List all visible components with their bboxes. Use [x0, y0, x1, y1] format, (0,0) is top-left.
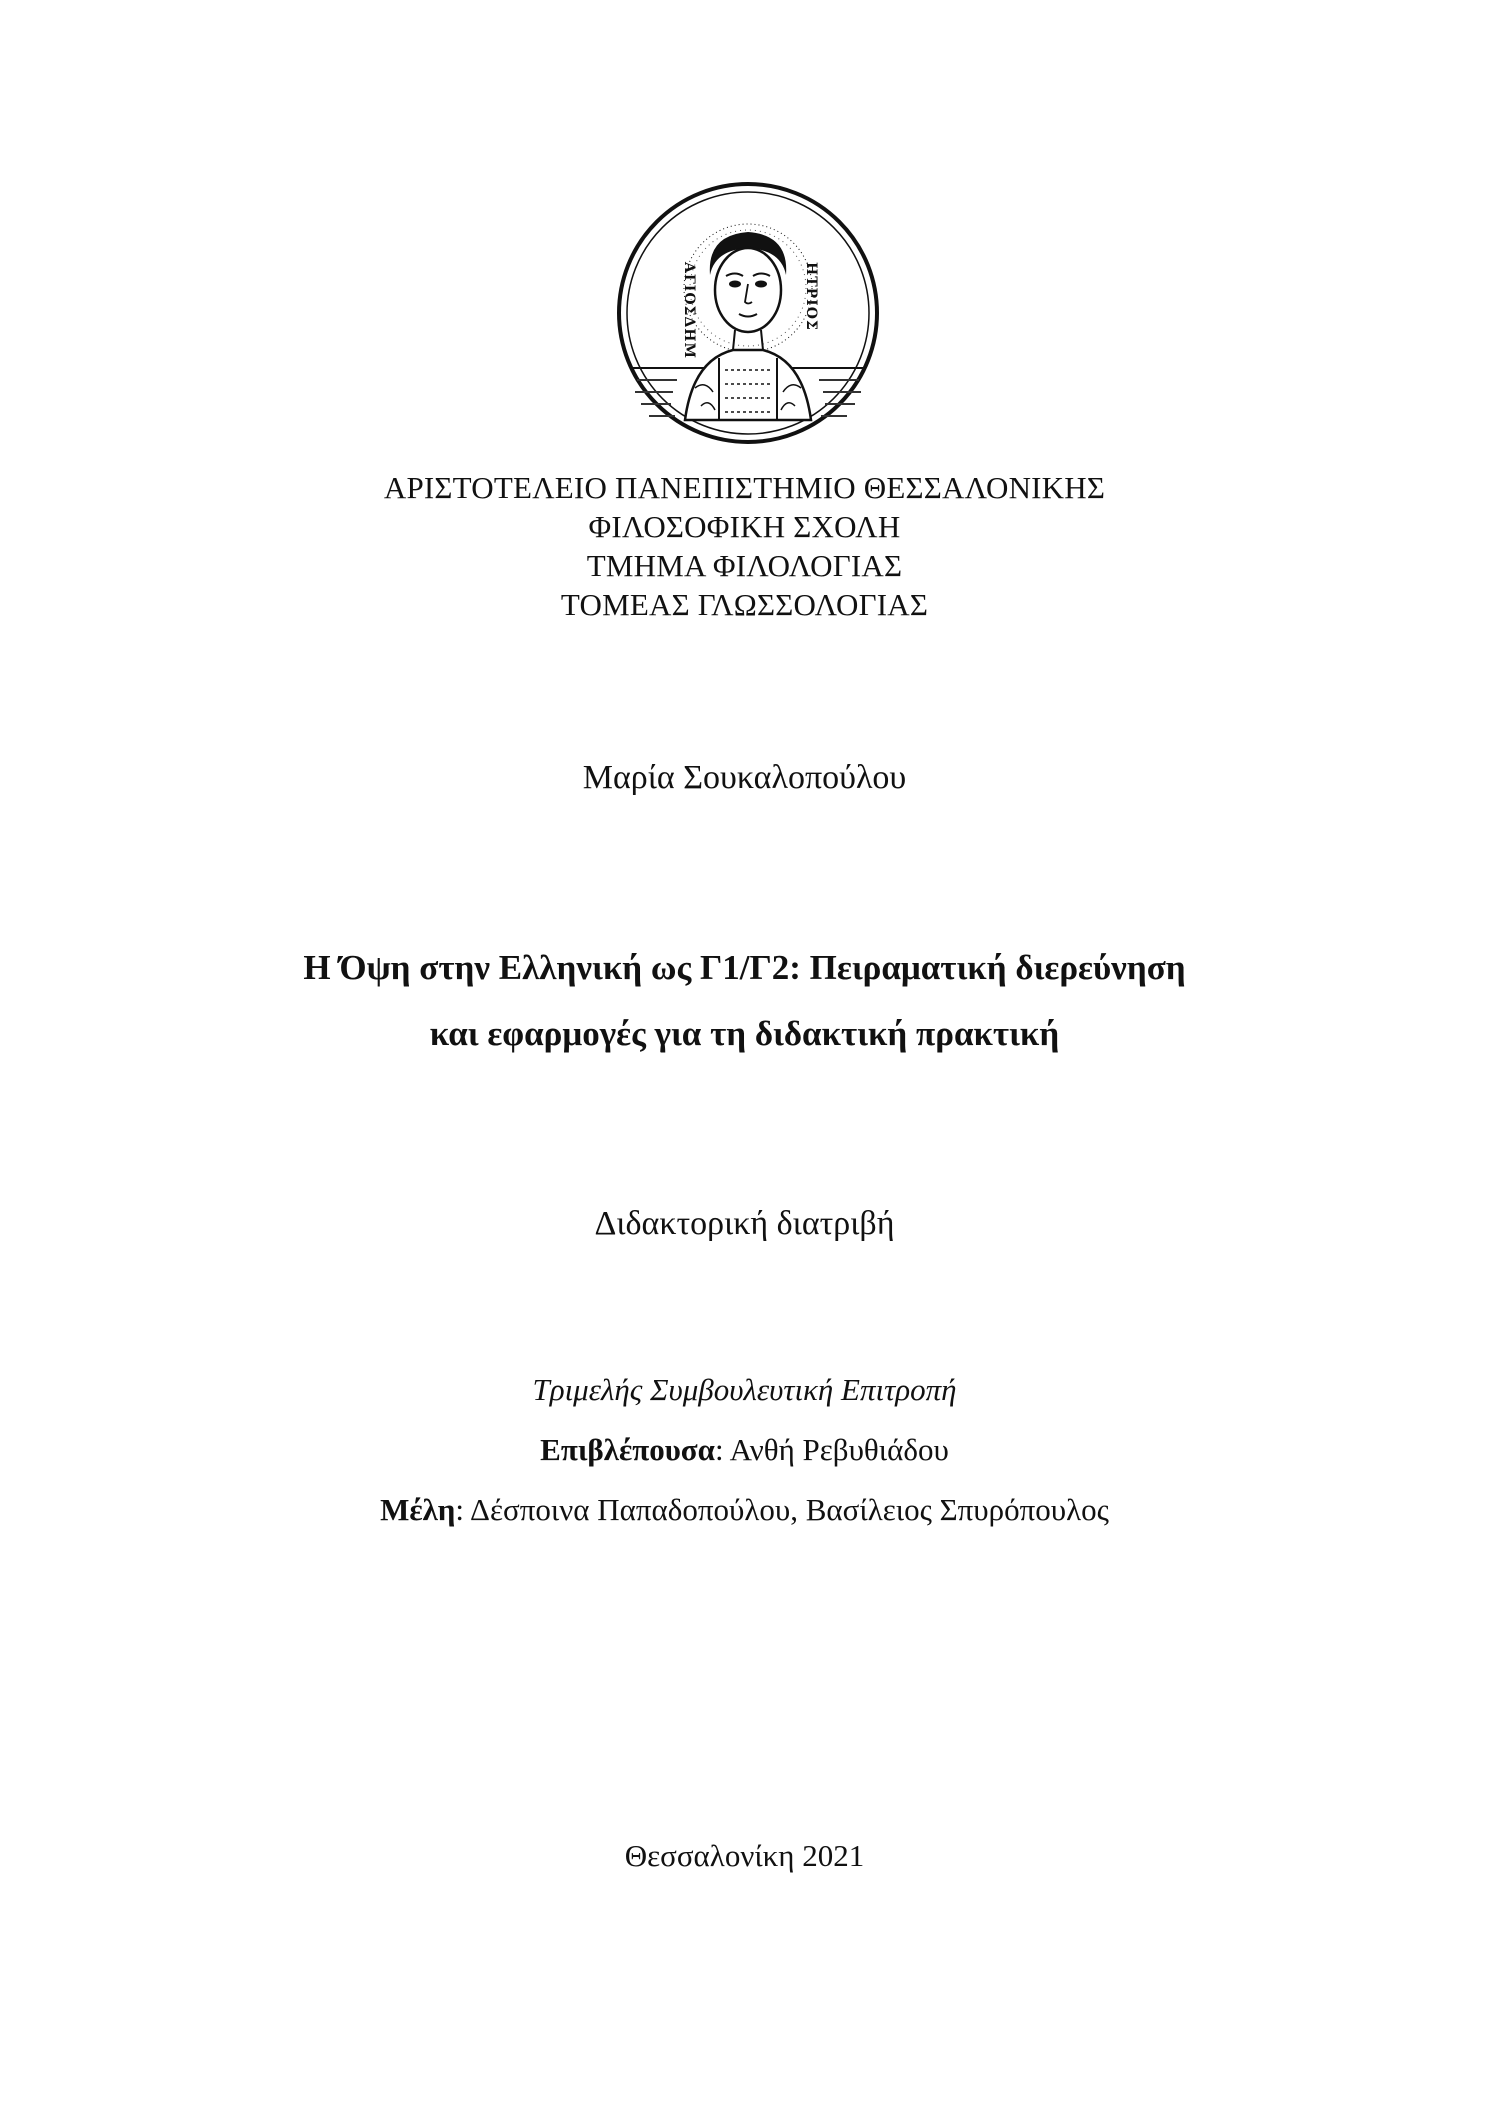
thesis-title-line-2: και εφαρμογές για τη διδακτική πρακτική: [429, 1014, 1060, 1053]
university-name: ΑΡΙΣΤΟΤΕΛΕΙΟ ΠΑΝΕΠΙΣΤΗΜΙΟ ΘΕΣΣΑΛΟΝΙΚΗΣ: [383, 470, 1106, 505]
members-line: [0, 1490, 1489, 1530]
committee-heading: Τριμελής Συμβουλευτική Επιτροπή: [532, 1372, 957, 1407]
place-and-year: Θεσσαλονίκη 2021: [624, 1838, 865, 1873]
department-name: ΤΜΗΜΑ ΦΙΛΟΛΟΓΙΑΣ: [586, 548, 903, 583]
seal-left-inscription: ΑΓΙΟΣΔΗΜ: [681, 262, 697, 360]
sector-name: ΤΟΜΕΑΣ ΓΛΩΣΣΟΛΟΓΙΑΣ: [560, 587, 929, 622]
supervisor-label: Επιβλέπουσα: [540, 1432, 715, 1467]
members-names: : Δέσποινα Παπαδοπούλου, Βασίλειος Σπυρόπουλος: [455, 1492, 1109, 1527]
supervisor-line: [0, 1430, 1489, 1470]
thesis-title-line-1: Η Όψη στην Ελληνική ως Γ1/Γ2: Πειραματική διερεύνηση: [303, 948, 1186, 987]
thesis-type: Διδακτορική διατριβή: [594, 1205, 895, 1242]
author-name: Μαρία Σουκαλοπούλου: [582, 759, 907, 796]
school-name: ΦΙΛΟΣΟΦΙΚΗ ΣΧΟΛΗ: [588, 509, 901, 544]
members-label: Μέλη: [380, 1492, 456, 1527]
supervisor-name: : Ανθή Ρεβυθιάδου: [714, 1432, 949, 1467]
seal-right-inscription: ΗΤΡΙΟΣ: [803, 262, 819, 331]
university-seal-icon: [615, 180, 881, 446]
